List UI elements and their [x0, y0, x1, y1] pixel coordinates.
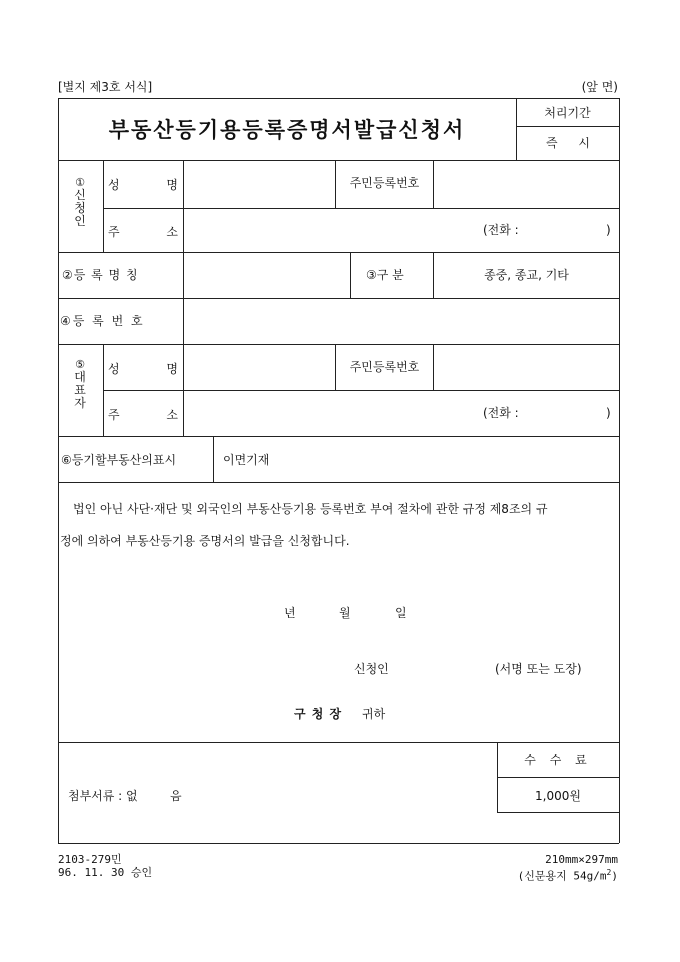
- page-side: (앞 면): [581, 80, 618, 94]
- representative-address-label: 주 소: [108, 408, 178, 422]
- footer-size: 210mm×297mm: [545, 853, 618, 866]
- attachments-label: 첨부서류 : 없: [68, 789, 138, 803]
- processing-period-label: 처리기간: [544, 106, 591, 120]
- category-options[interactable]: 종중, 종교, 기타: [484, 268, 569, 282]
- date-year[interactable]: 년: [284, 606, 296, 620]
- applicant-address-field[interactable]: [185, 210, 475, 250]
- representative-group-label: ⑤ 대 표 자: [74, 358, 86, 410]
- registration-name-field[interactable]: [185, 254, 348, 296]
- applicant-name-label: 성 명: [108, 178, 178, 192]
- fee-label: 수 수 료: [524, 753, 592, 767]
- fee-amount: 1,000원: [535, 789, 581, 803]
- property-label: ⑥등기할부동산의표시: [61, 453, 177, 467]
- statement-line-1: 법인 아닌 사단·재단 및 외국인의 부동산등기용 등록번호 부여 절차에 관한 규정 제8조의 규: [73, 502, 548, 516]
- category-label: ③구 분: [366, 268, 404, 282]
- representative-rrn-label: 주민등록번호: [349, 360, 420, 374]
- property-value: 이면기재: [223, 453, 270, 467]
- form-number: [별지 제3호 서식]: [58, 80, 153, 94]
- processing-period-value: 즉 시: [546, 136, 590, 150]
- addressee-office: 구 청 장: [294, 707, 343, 721]
- footer-code: 2103-279민: [58, 853, 122, 866]
- footer-paper: (신문용지 $54g/m^2$): [517, 868, 618, 883]
- representative-rrn-field[interactable]: [435, 346, 617, 388]
- signature-hint: (서명 또는 도장): [495, 662, 582, 676]
- signature-field[interactable]: [400, 656, 488, 680]
- representative-name-field[interactable]: [185, 346, 333, 388]
- representative-phone-close: ): [606, 406, 611, 420]
- attachments-label-end: 음: [170, 789, 182, 803]
- applicant-phone-field[interactable]: [535, 212, 600, 248]
- applicant-name-field[interactable]: [185, 162, 333, 206]
- representative-name-label: 성 명: [108, 362, 178, 376]
- applicant-address-label: 주 소: [108, 225, 178, 239]
- page-title: 부동산등기용등록증명서발급신청서: [108, 117, 466, 142]
- applicant-rrn-label: 주민등록번호: [349, 176, 420, 190]
- representative-address-field[interactable]: [185, 392, 475, 434]
- signature-label: 신청인: [354, 662, 389, 676]
- footer-approval: 96. 11. 30 승인: [58, 866, 153, 879]
- registration-number-label: ④등 록 번 호: [60, 314, 145, 328]
- date-day[interactable]: 일: [395, 606, 407, 620]
- representative-phone-field[interactable]: [535, 394, 600, 432]
- applicant-rrn-field[interactable]: [435, 162, 617, 206]
- statement-line-2: 정에 의하여 부동산등기용 증명서의 발급을 신청합니다.: [60, 534, 350, 548]
- applicant-group-label: ① 신 청 인: [74, 176, 86, 228]
- addressee-suffix: 귀하: [362, 707, 386, 721]
- representative-phone-label: (전화 :: [483, 406, 519, 420]
- applicant-phone-close: ): [606, 223, 611, 237]
- applicant-phone-label: (전화 :: [483, 223, 519, 237]
- registration-name-label: ②등 록 명 칭: [62, 268, 139, 282]
- date-month[interactable]: 월: [339, 606, 351, 620]
- registration-number-field[interactable]: [185, 300, 617, 342]
